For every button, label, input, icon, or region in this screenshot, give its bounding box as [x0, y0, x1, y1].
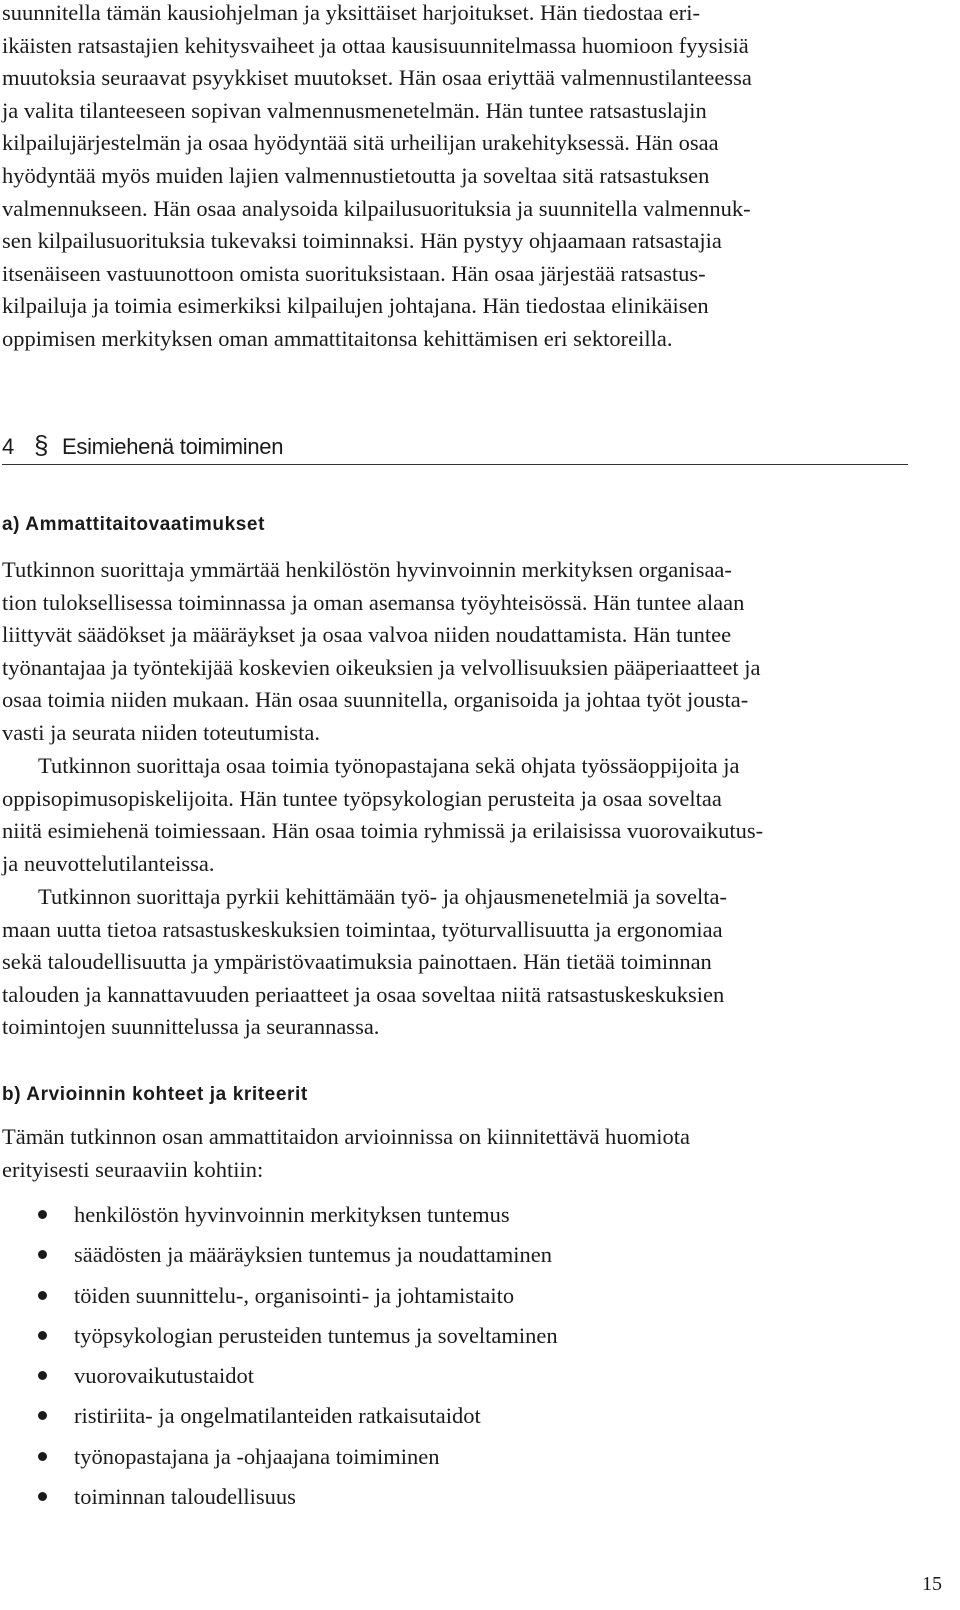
list-item	[0, 1195, 900, 1235]
text-line: kilpailujärjestelmän ja osaa hyödyntää sitä urheilijan urakehityksessä. Hän osaa	[2, 130, 719, 156]
bullet-icon	[38, 1492, 47, 1501]
list-item-text: työnopastajana ja -ohjaajana toimiminen	[74, 1443, 440, 1469]
criteria-list	[0, 1195, 900, 1517]
text-line: talouden ja kannattavuuden periaatteet ja osaa soveltaa niitä ratsastuskeskuksien	[2, 981, 725, 1007]
bullet-icon	[38, 1250, 47, 1259]
text-line: sekä taloudellisuutta ja ympäristövaatimuksia painottaen. Hän tietää toiminnan	[2, 949, 712, 975]
list-item	[0, 1437, 900, 1477]
text-line: oppimisen merkityksen oman ammattitaitonsa kehittämisen eri sektoreilla.	[2, 325, 673, 351]
list-item-text: säädösten ja määräyksien tuntemus ja noudattaminen	[74, 1242, 552, 1268]
intro-paragraph	[2, 0, 908, 356]
text-line: Tutkinnon suorittaja ymmärtää henkilöstön hyvinvoinnin merkityksen organisaa-	[2, 557, 732, 582]
list-item-text: ristiriita- ja ongelmatilanteiden ratkaisutaidot	[74, 1403, 481, 1429]
text-line: liittyvät säädökset ja määräykset ja osaa valvoa niiden noudattamista. Hän tuntee	[2, 622, 732, 648]
list-item-text: toiminnan taloudellisuus	[74, 1484, 296, 1510]
list-item	[0, 1276, 900, 1316]
text-line: maan uutta tietoa ratsastuskeskuksien toimintaa, työturvallisuutta ja ergonomiaa	[2, 916, 723, 942]
list-item-text: vuorovaikutustaidot	[74, 1363, 254, 1389]
bullet-icon	[38, 1371, 47, 1380]
text-line: hyödyntää myös muiden lajien valmennustietoutta ja soveltaa sitä ratsastuksen	[2, 162, 710, 188]
text-line: itsenäiseen vastuunottoon omista suorituksistaan. Hän osaa järjestää ratsastus-	[2, 260, 706, 286]
bullet-icon	[38, 1291, 47, 1300]
text-line: Tutkinnon suorittaja osaa toimia työnopastajana sekä ohjata työssäoppijoita ja	[38, 753, 740, 778]
text-line: Tämän tutkinnon osan ammattitaidon arvioinnissa on kiinnitettävä huomiota	[2, 1124, 690, 1149]
bullet-icon	[38, 1411, 47, 1420]
text-line: ja neuvottelutilanteissa.	[2, 850, 215, 876]
text-line: työnantajaa ja työntekijää koskevien oikeuksien ja velvollisuuksien pääperiaatteet ja	[2, 654, 761, 680]
bullet-icon	[38, 1452, 47, 1461]
list-item	[0, 1356, 900, 1396]
text-line: kilpailuja ja toimia esimerkiksi kilpailujen johtajana. Hän tiedostaa elinikäisen	[2, 293, 709, 319]
text-line: erityisesti seuraaviin kohtiin:	[2, 1156, 264, 1182]
list-item	[0, 1316, 900, 1356]
text-line: toimintojen suunnittelussa ja seurannassa.	[2, 1014, 380, 1040]
section-heading	[2, 430, 908, 465]
page-number: 15	[922, 1573, 942, 1595]
section-symbol: §	[34, 430, 49, 460]
requirements-paragraph-1	[2, 554, 908, 750]
text-line: osaa toimia niiden mukaan. Hän osaa suunnitella, organisoida ja johtaa työt jousta-	[2, 687, 749, 713]
text-line: valmennukseen. Hän osaa analysoida kilpailusuorituksia ja suunnitella valmennuk-	[2, 195, 751, 221]
text-line: ja valita tilanteeseen sopivan valmennusmenetelmän. Hän tuntee ratsastuslajin	[2, 97, 707, 123]
text-line: suunnitella tämän kausiohjelman ja yksittäiset harjoitukset. Hän tiedostaa eri-	[2, 0, 700, 25]
bullet-icon	[38, 1331, 47, 1340]
text-line: oppisopimusopiskelijoita. Hän tuntee työpsykologian perusteita ja osaa soveltaa	[2, 785, 722, 811]
text-line: tion tuloksellisessa toiminnassa ja oman asemansa työyhteisössä. Hän tuntee alaan	[2, 589, 745, 615]
list-item	[0, 1477, 900, 1517]
text-line: niitä esimiehenä toimiessaan. Hän osaa toimia ryhmissä ja erilaisissa vuorovaikutus-	[2, 818, 764, 844]
text-line: Tutkinnon suorittaja pyrkii kehittämään työ- ja ohjausmenetelmiä ja sovelta-	[38, 884, 728, 909]
text-line: vasti ja seurata niiden toteutumista.	[2, 719, 321, 745]
list-item	[0, 1396, 900, 1436]
text-line: ikäisten ratsastajien kehitysvaiheet ja ottaa kausisuunnitelmassa huomioon fyysisiä	[2, 32, 749, 58]
requirements-paragraph-3	[2, 881, 908, 1044]
list-item-text: työpsykologian perusteiden tuntemus ja soveltaminen	[74, 1322, 558, 1348]
list-item-text: töiden suunnittelu-, organisointi- ja johtamistaito	[74, 1282, 515, 1308]
subheading-assessment: b) Arvioinnin kohteet ja kriteerit	[2, 1084, 308, 1105]
bullet-icon	[38, 1210, 47, 1219]
requirements-paragraph-2	[2, 750, 908, 880]
section-number: 4	[2, 434, 14, 459]
subheading-requirements: a) Ammattitaitovaatimukset	[2, 514, 266, 535]
assessment-paragraph	[2, 1121, 908, 1186]
list-item-text: henkilöstön hyvinvoinnin merkityksen tuntemus	[74, 1202, 510, 1227]
text-line: sen kilpailusuorituksia tukevaksi toiminnaksi. Hän pystyy ohjaamaan ratsastajia	[2, 228, 722, 254]
section-title: Esimiehenä toimiminen	[62, 434, 284, 459]
list-item	[0, 1235, 900, 1275]
text-line: muutoksia seuraavat psyykkiset muutokset. Hän osaa eriyttää valmennustilanteessa	[2, 65, 752, 91]
